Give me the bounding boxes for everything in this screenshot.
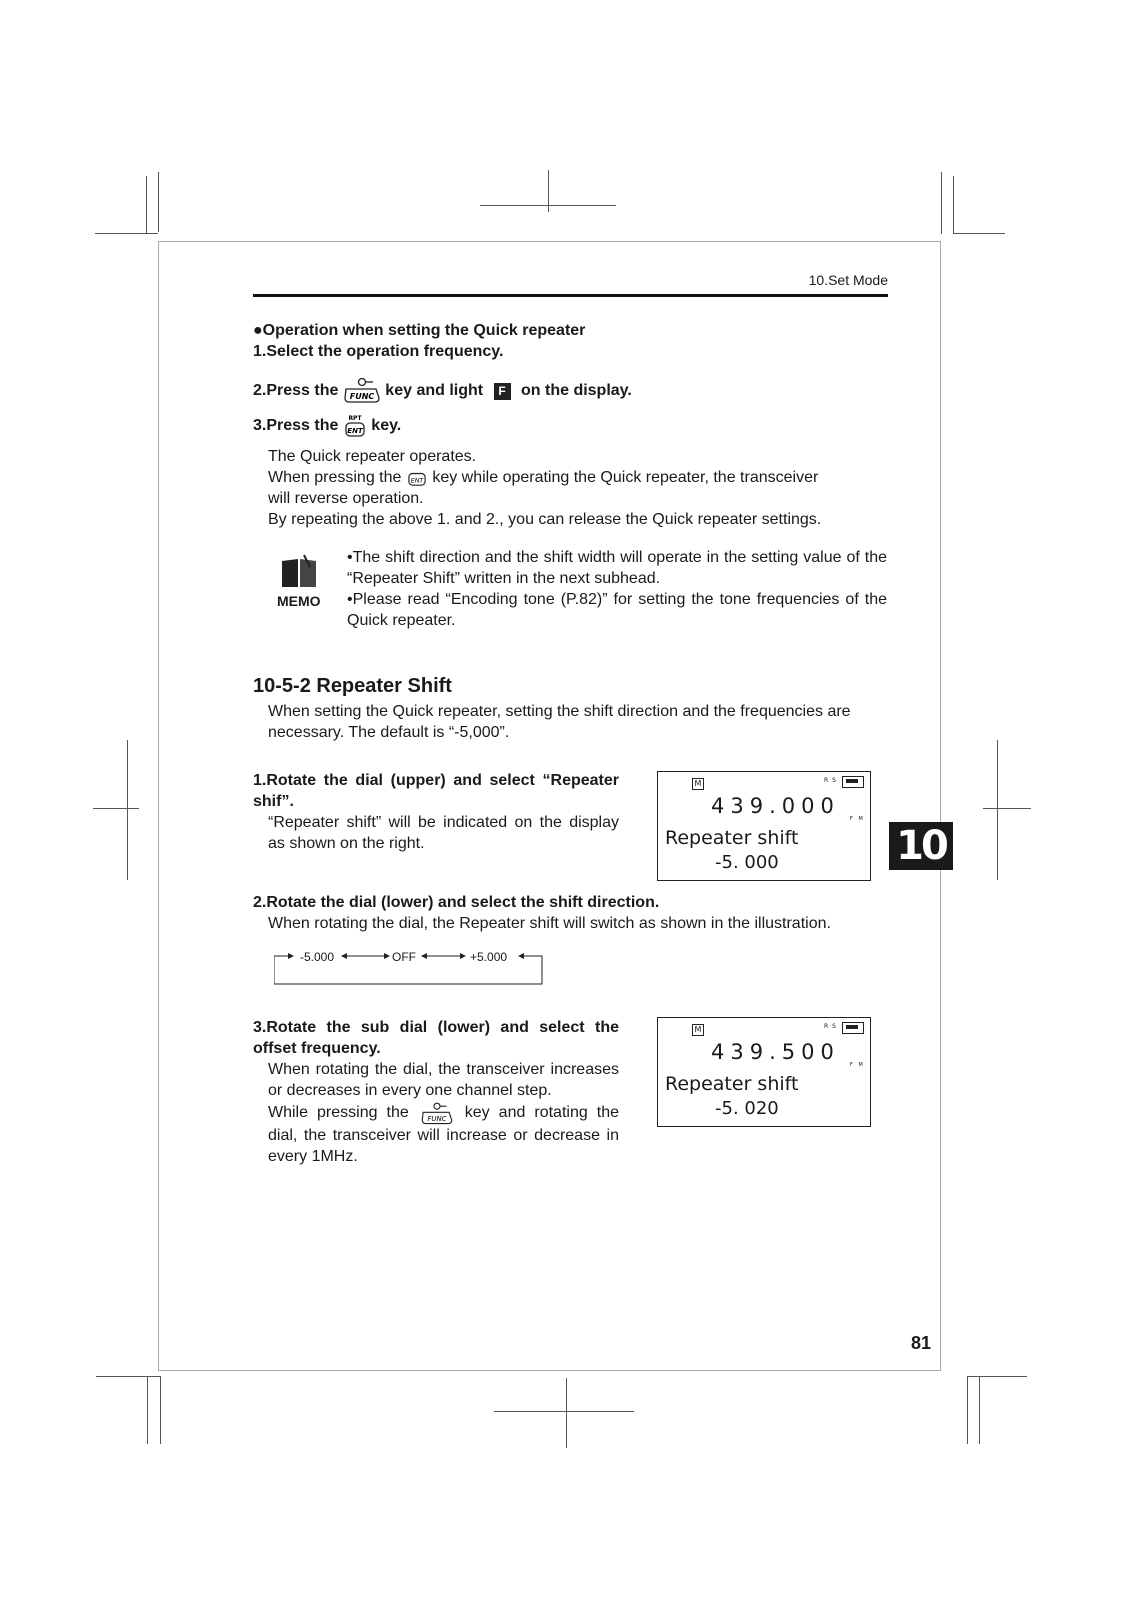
ent-key-label: ENT xyxy=(347,427,363,435)
bullet-icon: ● xyxy=(253,322,263,339)
cycle-option-minus: -5.000 xyxy=(300,950,335,964)
lcd-menu-value: -5. 020 xyxy=(715,1098,779,1119)
operation-line-1: The Quick repeater operates. xyxy=(268,448,477,465)
func-key-label: FUNC xyxy=(349,392,375,401)
lcd-menu-value: -5. 000 xyxy=(715,852,779,873)
section-title: 10-5-2 Repeater Shift xyxy=(253,675,452,697)
memo-item: •The shift direction and the shift width will operate in the setting value of the “Repeater Shift” written in the next subhead. xyxy=(347,549,887,587)
func-key-label: FUNC xyxy=(427,1114,447,1123)
step-1-title: 1.Rotate the dial (upper) and select “Repeater shif”. xyxy=(253,772,619,810)
memory-icon: M xyxy=(692,1024,704,1036)
operation-step-3: 3.Press the RPT ENT key. xyxy=(253,414,401,438)
lcd-frequency: 439.000 xyxy=(711,794,840,818)
chapter-tab: 10 xyxy=(889,822,953,870)
lcd-mode: F M xyxy=(850,1062,865,1068)
lcd-frequency: 439.500 xyxy=(711,1040,840,1064)
battery-icon xyxy=(842,1022,864,1034)
section-intro: When setting the Quick repeater, setting the shift direction and the frequencies are necessary. The default is “-5,000”. xyxy=(268,703,851,741)
func-key-icon xyxy=(418,1101,456,1125)
lcd-menu-label: Repeater shift xyxy=(665,827,799,849)
operation-heading: ●Operation when setting the Quick repeater xyxy=(253,322,586,339)
step-3-body: When rotating the dial, the transceiver increases or decreases in every one channel step. xyxy=(268,1061,619,1099)
step-2-title: 2.Rotate the dial (lower) and select the shift direction. xyxy=(253,894,660,911)
lcd-display-2 xyxy=(657,1017,871,1127)
running-header: 10.Set Mode xyxy=(808,272,888,288)
cycle-option-plus: +5.000 xyxy=(470,950,508,964)
lcd-display-1 xyxy=(657,771,871,881)
battery-icon xyxy=(842,776,864,788)
memo-list xyxy=(347,547,887,631)
memo-item: •Please read “Encoding tone (P.82)” for setting the tone frequencies of the Quick repeater. xyxy=(347,591,887,629)
lcd-menu-label: Repeater shift xyxy=(665,1073,799,1095)
ent-key-label: ENT xyxy=(410,477,424,485)
func-key-icon xyxy=(343,376,381,406)
shift-cycle-diagram xyxy=(274,950,544,988)
step-3-body-2: While pressing the FUNC key and rotating the dial, the transceiver will increase or decrease in every 1MHz. xyxy=(253,1101,619,1167)
operation-step-1: 1.Select the operation frequency. xyxy=(253,343,504,360)
operation-step-2: 2.Press the FUNC key and light F on the display. xyxy=(253,376,632,406)
f-indicator-icon: F xyxy=(494,383,511,400)
step-1-body: “Repeater shift” will be indicated on the display as shown on the right. xyxy=(268,814,619,852)
step-3-title: 3.Rotate the sub dial (lower) and select the offset frequency. xyxy=(253,1019,619,1057)
operation-line-3: will reverse operation. xyxy=(268,490,424,507)
step-1 xyxy=(253,770,619,854)
header-rule xyxy=(253,294,888,297)
ent-key-icon xyxy=(343,414,367,438)
lcd-rs-indicator: R S xyxy=(824,777,837,784)
memo-label: MEMO xyxy=(277,593,321,609)
memory-icon: M xyxy=(692,778,704,790)
page-number: 81 xyxy=(911,1333,932,1353)
operation-line-2: When pressing the ENT key while operating the Quick repeater, the transceiver xyxy=(268,469,819,486)
lcd-mode: F M xyxy=(850,816,865,822)
lcd-rs-indicator: R S xyxy=(824,1023,837,1030)
ent-key-icon xyxy=(406,469,428,487)
step-2-body: When rotating the dial, the Repeater shift will switch as shown in the illustration. xyxy=(268,915,831,932)
ent-key-top-label: RPT xyxy=(348,415,362,422)
step-3 xyxy=(253,1017,619,1167)
operation-line-4: By repeating the above 1. and 2., you can release the Quick repeater settings. xyxy=(268,511,822,528)
memo-book-icon xyxy=(280,553,320,589)
cycle-option-off: OFF xyxy=(392,950,416,964)
